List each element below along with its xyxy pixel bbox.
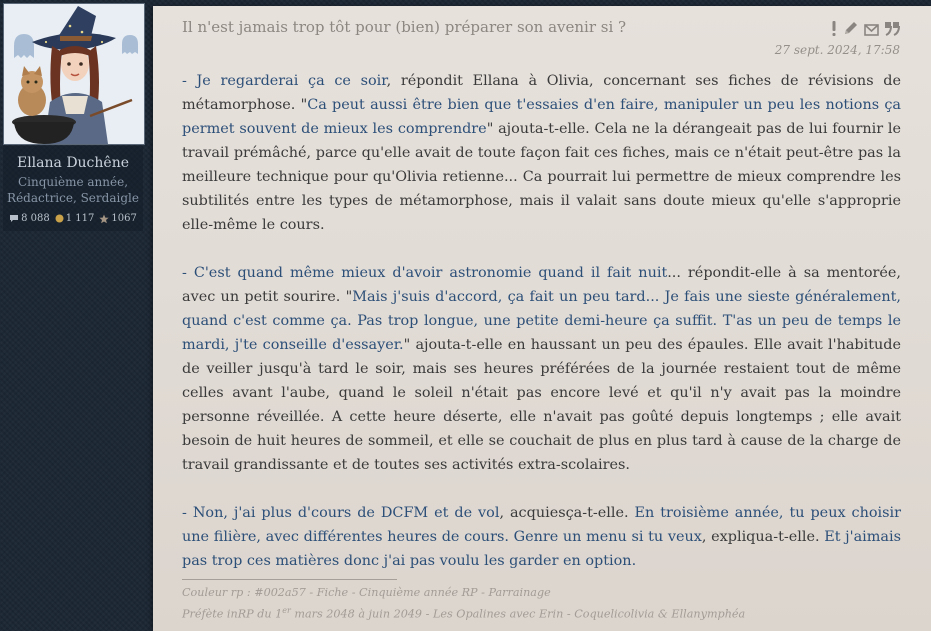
avatar[interactable] <box>3 3 145 145</box>
stat-points <box>99 213 136 224</box>
narration-text: , expliqua-t-elle. <box>701 529 825 545</box>
signature <box>182 584 901 624</box>
signature-line-2-end: mars 2048 à juin 2049 - Les Opalines avec Erin - Coquelicolivia & Ellanymphéa <box>290 607 746 621</box>
signature-divider <box>182 579 397 580</box>
quote-icon[interactable] <box>885 21 900 40</box>
narration-text: " ajouta-t-elle en haussant un peu des épaules. Elle avait l'habitude de veiller jusqu'à tard le soir, mais ses heures préférées de la journée restaient tout de même celles avant l'aube, quand le soleil n'était pas encore levé et qu'il n'y avait pas la moindre personne réveillée. A cette heure déserte, elle n'avait pas goûté depuis longtemps ; elle avait besoin de huit heures de sommeil, et elle se couchait de plus en plus tard à cause de la charge de travail grandissante et de toutes ses activités extra-scolaires. <box>182 337 902 473</box>
narration-text: , répondit Ellana à Olivia, concernant ses fiches de révisions de métamorphose. " <box>182 73 901 113</box>
stat-messages <box>9 213 50 224</box>
signature-line-2-start: Préfète inRP du 1 <box>182 607 283 621</box>
narration-text: , acquiesça-t-elle. <box>499 505 635 521</box>
dialogue-text: - C'est quand même mieux d'avoir astronomie quand il fait nuit <box>182 265 668 281</box>
post-container <box>153 6 931 631</box>
signature-line-1: Couleur rp : #002a57 - Fiche - Cinquième année RP - Parrainage <box>182 586 551 599</box>
post-paragraph <box>182 69 901 237</box>
user-sidebar <box>0 0 146 631</box>
star-icon <box>99 214 109 224</box>
envelope-icon[interactable] <box>864 21 879 40</box>
user-stats <box>3 213 143 224</box>
pencil-icon[interactable] <box>843 21 858 40</box>
profile-card <box>3 146 143 231</box>
dialogue-text: Ca peut aussi être bien que t'essaies d'en faire, manipuler un peu les notions ça permet souvent de mieux les comprendre <box>182 97 901 137</box>
signature-line-2 <box>182 602 901 624</box>
avatar-illustration <box>4 4 144 144</box>
dialogue-text: En troisième année, tu peux choisir une filière, avec différentes heures de cours. Genre un menu si tu veux <box>182 505 901 545</box>
speech-bubble-icon <box>9 214 19 223</box>
post-body <box>182 69 901 597</box>
points-count: 1067 <box>111 213 137 224</box>
narration-text: ... répondit-elle à sa mentorée, avec un petit sourire. " <box>182 265 901 305</box>
gallions-count: 1 117 <box>65 213 95 224</box>
user-rank: Cinquième année, Rédactrice, Serdaigle <box>7 175 139 205</box>
dialogue-text: Et j'aimais pas trop ces matières donc j'ai pas voulu les garder en option. <box>182 529 902 569</box>
dialogue-text: - Je regarderai ça ce soir <box>182 73 387 89</box>
narration-text: " ajouta-t-elle. Cela ne la dérangeait pas de lui fournir le travail prémâché, parce qu'elle avait de toute façon fait ces fiches, mais ce n'était peut-être pas la meilleure technique pour qu'Olivia retienne... Ca pourrait lui permettre de mieux comprendre les subtilités entre les types de métamorphose, mais il valait sans doute mieux qu'elle s'approprie elle-même le cours. <box>182 121 901 233</box>
signature-line-2-sup: er <box>282 606 291 615</box>
messages-count: 8 088 <box>21 213 50 224</box>
post-actions <box>831 21 900 40</box>
post-title[interactable]: Il n'est jamais trop tôt pour (bien) préparer son avenir si ? <box>182 18 627 36</box>
coin-icon <box>55 214 64 223</box>
exclamation-icon[interactable] <box>831 21 837 40</box>
dialogue-text: Mais j'suis d'accord, ça fait un peu tard... Je fais une sieste généralement, quand c'est comme ça. Pas trop longue, une petite demi-heure ça suffit. T'as un peu de temps le mardi, j'te conseille d'essayer. <box>182 289 902 353</box>
post-paragraph <box>182 261 901 477</box>
post-date: 27 sept. 2024, 17:58 <box>774 43 900 57</box>
username[interactable]: Ellana Duchêne <box>16 155 130 171</box>
dialogue-text: - Non, j'ai plus d'cours de DCFM et de vol <box>182 505 500 521</box>
stat-gallions <box>55 213 95 224</box>
post-paragraph <box>182 501 901 573</box>
